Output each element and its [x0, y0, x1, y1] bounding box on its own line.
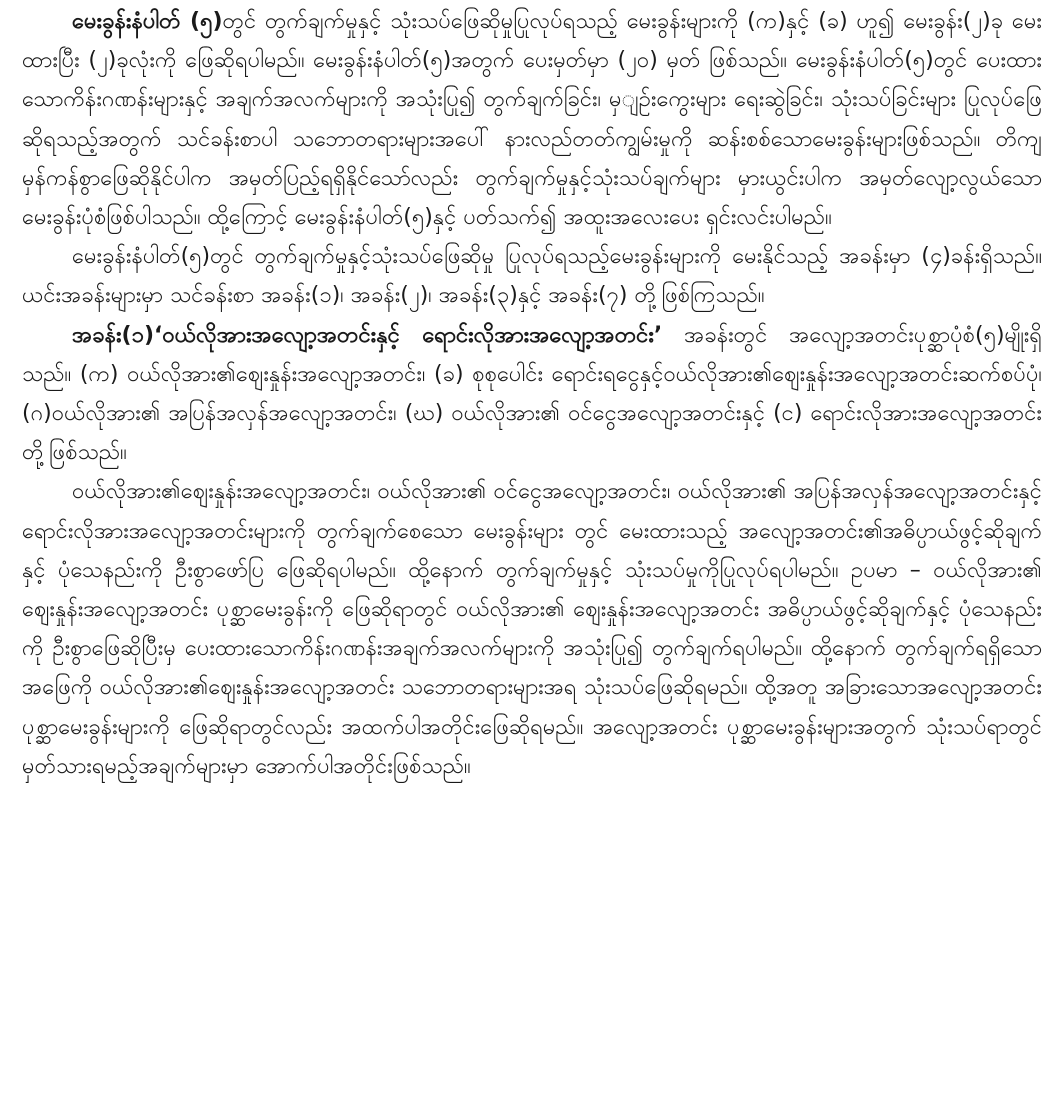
paragraph-question-5-intro [22, 2, 1042, 237]
paragraph-lead: မေးခွန်းနံပါတ် (၅) [72, 9, 223, 34]
document-page [22, 2, 1042, 786]
paragraph-chapter-1 [22, 316, 1042, 473]
paragraph-text: ဝယ်လိုအား၏ဈေးနှုန်းအလျော့အတင်း၊ ဝယ်လိုအား၏ ဝင်ငွေအလျော့အတင်း၊ ဝယ်လိုအား၏ အပြန်အလှန်အလျော့အတင်းနှင့် ရောင်းလိုအားအလျော့အတင်းများကို တွက်ချက်စေသော မေးခွန်းများ တွင် မေးထားသည့် အလျော့အတင်း၏အဓိပ္ပာယ်ဖွင့်ဆိုချက်နှင့် ပုံသေနည်းကို ဦးစွာဖော်ပြ ဖြေဆိုရပါမည်။ ထို့နောက် တွက်ချက်မှုနှင့် သုံးသပ်မှုကိုပြုလုပ်ရပါမည်။ ဥပမာ – ဝယ်လိုအား၏ ဈေးနှုန်းအလျော့အတင်း ပုစ္ဆာမေးခွန်းကို ဖြေဆိုရာတွင် ဝယ်လိုအား၏ ဈေးနှုန်းအလျော့အတင်း အဓိပ္ပာယ်ဖွင့်ဆိုချက်နှင့် ပုံသေနည်းကို ဦးစွာဖြေဆိုပြီးမှ ပေးထားသောကိန်းဂဏန်းအချက်အလက်များကို အသုံးပြု၍ တွက်ချက်ရပါမည်။ ထို့နောက် တွက်ချက်ရရှိသောအဖြေကို ဝယ်လိုအား၏ဈေးနှုန်းအလျော့အတင်း သဘောတရားများအရ သုံးသပ်ဖြေဆိုရမည်။ ထို့အတူ အခြားသောအလျော့အတင်း ပုစ္ဆာမေးခွန်းများကို ဖြေဆိုရာတွင်လည်း အထက်ပါအတိုင်းဖြေဆိုရမည်။ အလျော့အတင်း ပုစ္ဆာမေးခွန်းများအတွက် သုံးသပ်ရာတွင် မှတ်သားရမည့်အချက်များမှာ အောက်ပါအတိုင်းဖြစ်သည်။ [22, 479, 1042, 779]
paragraph-text: မေးခွန်းနံပါတ်(၅)တွင် တွက်ချက်မှုနှင့်သုံးသပ်ဖြေဆိုမှု ပြုလုပ်ရသည့်မေးခွန်းများကို မေးနိုင်သည့် အခန်းမှာ (၄)ခန်းရှိသည်။ ယင်းအခန်းများမှာ သင်ခန်းစာ အခန်း(၁)၊ အခန်း(၂)၊ အခန်း(၃)နှင့် အခန်း(၇) တို့ဖြစ်ကြသည်။ [22, 244, 1042, 309]
paragraph-elasticity-method [22, 472, 1042, 786]
paragraph-text: အခန်းတွင် အလျော့အတင်းပုစ္ဆာပုံစံ(၅)မျိုးရှိသည်။ (က) ဝယ်လိုအား၏ဈေးနှုန်းအလျော့အတင်း၊ (ခ) စုစုပေါင်း ရောင်းရငွေနှင့်ဝယ်လိုအား၏ဈေးနှုန်းအလျော့အတင်းဆက်စပ်ပုံ၊ (ဂ)ဝယ်လိုအား၏ အပြန်အလှန်အလျော့အတင်း၊ (ဃ) ဝယ်လိုအား၏ ဝင်ငွေအလျော့အတင်းနှင့် (င) ရောင်းလိုအားအလျော့အတင်းတို့ဖြစ်သည်။ [22, 322, 1042, 466]
paragraph-chapters [22, 237, 1042, 315]
paragraph-text: တွင် တွက်ချက်မှုနှင့် သုံးသပ်ဖြေဆိုမှုပြုလုပ်ရသည့် မေးခွန်းများကို (က)နှင့် (ခ) ဟူ၍ မေးခွန်း(၂)ခု မေးထားပြီး (၂)ခုလုံးကို ဖြေဆိုရပါမည်။ မေးခွန်းနံပါတ်(၅)အတွက် ပေးမှတ်မှာ (၂၀) မှတ် ဖြစ်သည်။ မေးခွန်းနံပါတ်(၅)တွင် ပေးထားသောကိန်းဂဏန်းများနှင့် အချက်အလက်များကို အသုံးပြု၍ တွက်ချက်ခြင်း၊ မှျဉ်းကွေးများ ရေးဆွဲခြင်း၊ သုံးသပ်ခြင်းများ ပြုလုပ်ဖြေဆိုရသည့်အတွက် သင်ခန်းစာပါ သဘောတရားများအပေါ် နားလည်တတ်ကျွမ်းမှုကို ဆန်းစစ်သောမေးခွန်းများဖြစ်သည်။ တိကျမှန်ကန်စွာဖြေဆိုနိုင်ပါက အမှတ်ပြည့်ရရှိနိုင်သော်လည်း တွက်ချက်မှုနှင့်သုံးသပ်ချက်များ မှားယွင်းပါက အမှတ်လျော့လွယ်သော မေးခွန်းပုံစံဖြစ်ပါသည်။ ထို့ကြောင့် မေးခွန်းနံပါတ်(၅)နှင့် ပတ်သက်၍ အထူးအလေးပေး ရှင်းလင်းပါမည်။ [22, 9, 1042, 231]
paragraph-lead: အခန်း(၁)‘ဝယ်လိုအားအလျော့အတင်းနှင့် ရောင်းလိုအားအလျော့အတင်း’ [72, 322, 663, 348]
